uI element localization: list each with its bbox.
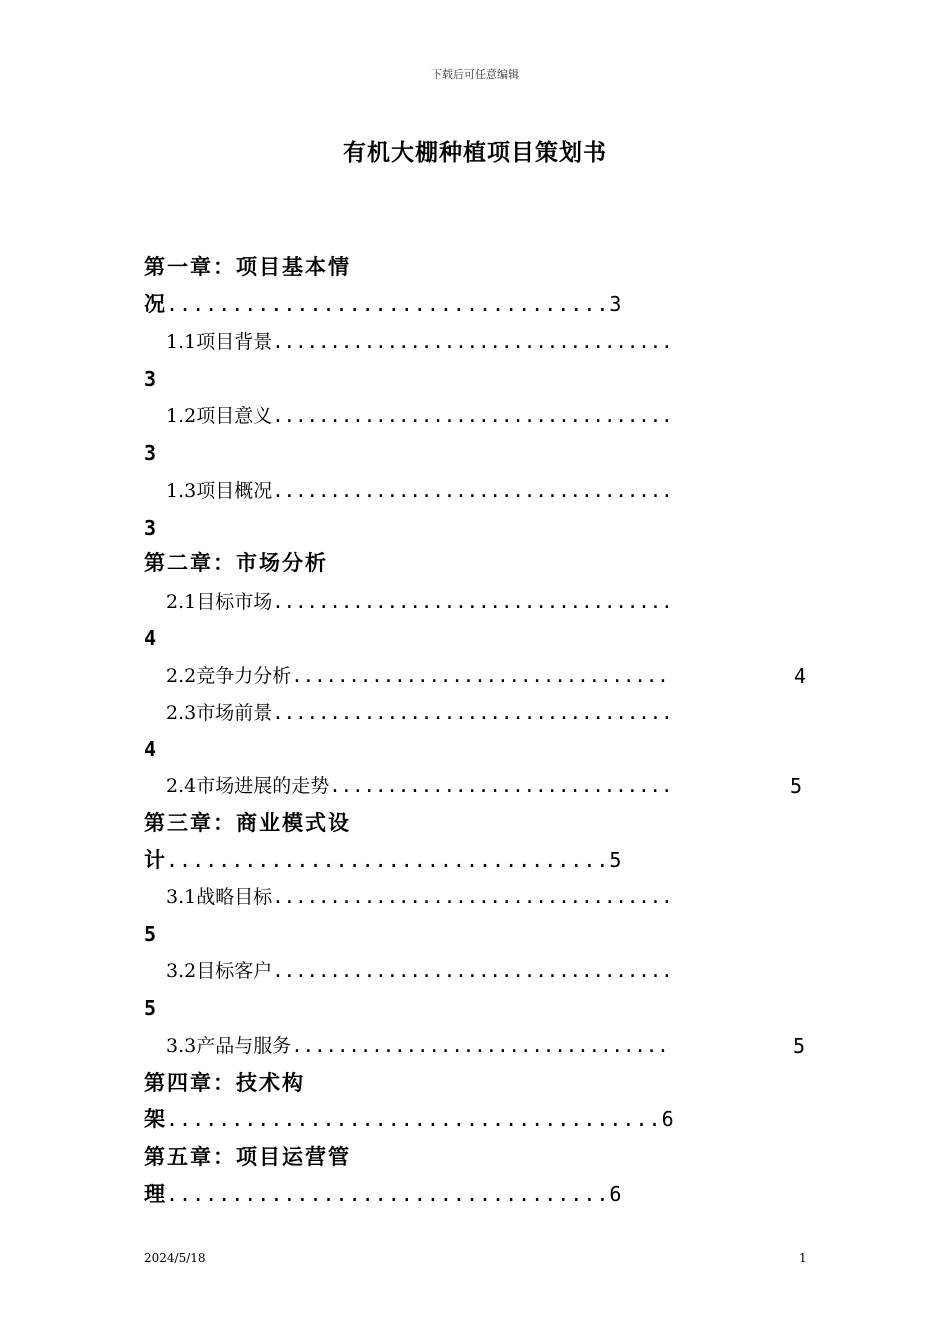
toc-chapter-3-continuation[interactable] — [144, 845, 622, 875]
toc-dot-leader: ................................... — [272, 405, 673, 427]
toc-page-number: 6 — [661, 1107, 675, 1131]
toc-chapter-1-continuation[interactable] — [144, 289, 622, 319]
toc-section-1-1[interactable] — [166, 327, 673, 357]
page-header-note: 下载后可任意编辑 — [431, 68, 519, 81]
toc-dot-leader: ................................... — [272, 886, 673, 908]
toc-chapter-4[interactable]: 第四章：技术构 — [144, 1071, 305, 1095]
footer-date: 2024/5/18 — [144, 1251, 206, 1265]
toc-section-2-4[interactable] — [166, 771, 672, 801]
toc-section-label: 3.2目标客户 — [166, 960, 273, 982]
toc-chapter-5-continuation[interactable] — [144, 1179, 622, 1209]
toc-section-3-1[interactable] — [166, 882, 673, 912]
toc-section-2-3[interactable] — [166, 698, 673, 728]
toc-page-number: 4 — [794, 664, 807, 688]
toc-dot-leader: ...................................... — [166, 1107, 662, 1131]
toc-section-2-1[interactable] — [166, 587, 673, 617]
toc-section-1-3[interactable] — [166, 476, 673, 506]
toc-chapter-1-tail: 况 — [144, 292, 166, 316]
footer-page-number: 1 — [799, 1251, 807, 1265]
toc-section-label: 2.4市场进展的走势 — [166, 775, 330, 797]
toc-chapter-3[interactable]: 第三章：商业模式设 — [144, 811, 351, 835]
toc-section-1-2[interactable] — [166, 401, 673, 431]
toc-page-number: 5 — [144, 996, 157, 1020]
toc-chapter-2[interactable]: 第二章：市场分析 — [144, 551, 328, 575]
toc-section-2-2[interactable] — [166, 661, 669, 691]
toc-chapter-5-tail: 理 — [144, 1182, 166, 1206]
toc-dot-leader: ................................... — [272, 591, 673, 613]
toc-section-label: 1.2项目意义 — [166, 405, 273, 427]
toc-dot-leader: .................................. — [166, 848, 610, 872]
toc-section-label: 1.3项目概况 — [166, 480, 273, 502]
toc-page-number: 3 — [144, 367, 157, 391]
toc-page-number: 5 — [609, 848, 623, 872]
toc-chapter-4-continuation[interactable] — [144, 1104, 675, 1134]
toc-chapter-4-tail: 架 — [144, 1107, 166, 1131]
toc-dot-leader: .............................. — [329, 775, 673, 797]
toc-page-number: 5 — [144, 922, 157, 946]
toc-chapter-5[interactable]: 第五章：项目运营管 — [144, 1145, 351, 1169]
toc-section-label: 1.1项目背景 — [166, 331, 273, 353]
toc-page-number: 4 — [144, 626, 157, 650]
toc-dot-leader: ................................... — [272, 331, 673, 353]
toc-page-number: 6 — [609, 1182, 623, 1206]
toc-dot-leader: ................................. — [291, 1035, 669, 1057]
toc-chapter-3-tail: 计 — [144, 848, 166, 872]
toc-dot-leader: ................................. — [291, 665, 669, 687]
toc-section-label: 3.3产品与服务 — [166, 1035, 292, 1057]
toc-dot-leader: .................................. — [166, 292, 610, 316]
document-title: 有机大棚种植项目策划书 — [343, 140, 607, 166]
toc-page-number: 3 — [609, 292, 623, 316]
toc-page-number: 5 — [793, 1034, 806, 1058]
toc-dot-leader: ................................... — [272, 960, 673, 982]
toc-section-label: 3.1战略目标 — [166, 886, 273, 908]
toc-page-number: 3 — [144, 441, 157, 465]
toc-section-3-2[interactable] — [166, 956, 673, 986]
toc-chapter-1[interactable]: 第一章：项目基本情 — [144, 255, 351, 279]
toc-dot-leader: ................................... — [272, 702, 673, 724]
toc-section-3-3[interactable] — [166, 1031, 669, 1061]
toc-dot-leader: .................................. — [166, 1182, 610, 1206]
toc-section-label: 2.3市场前景 — [166, 702, 273, 724]
toc-section-label: 2.2竞争力分析 — [166, 665, 292, 687]
toc-section-label: 2.1目标市场 — [166, 591, 273, 613]
toc-page-number: 3 — [144, 516, 157, 540]
toc-page-number: 4 — [144, 737, 157, 761]
toc-page-number: 5 — [790, 774, 803, 798]
toc-dot-leader: ................................... — [272, 480, 673, 502]
